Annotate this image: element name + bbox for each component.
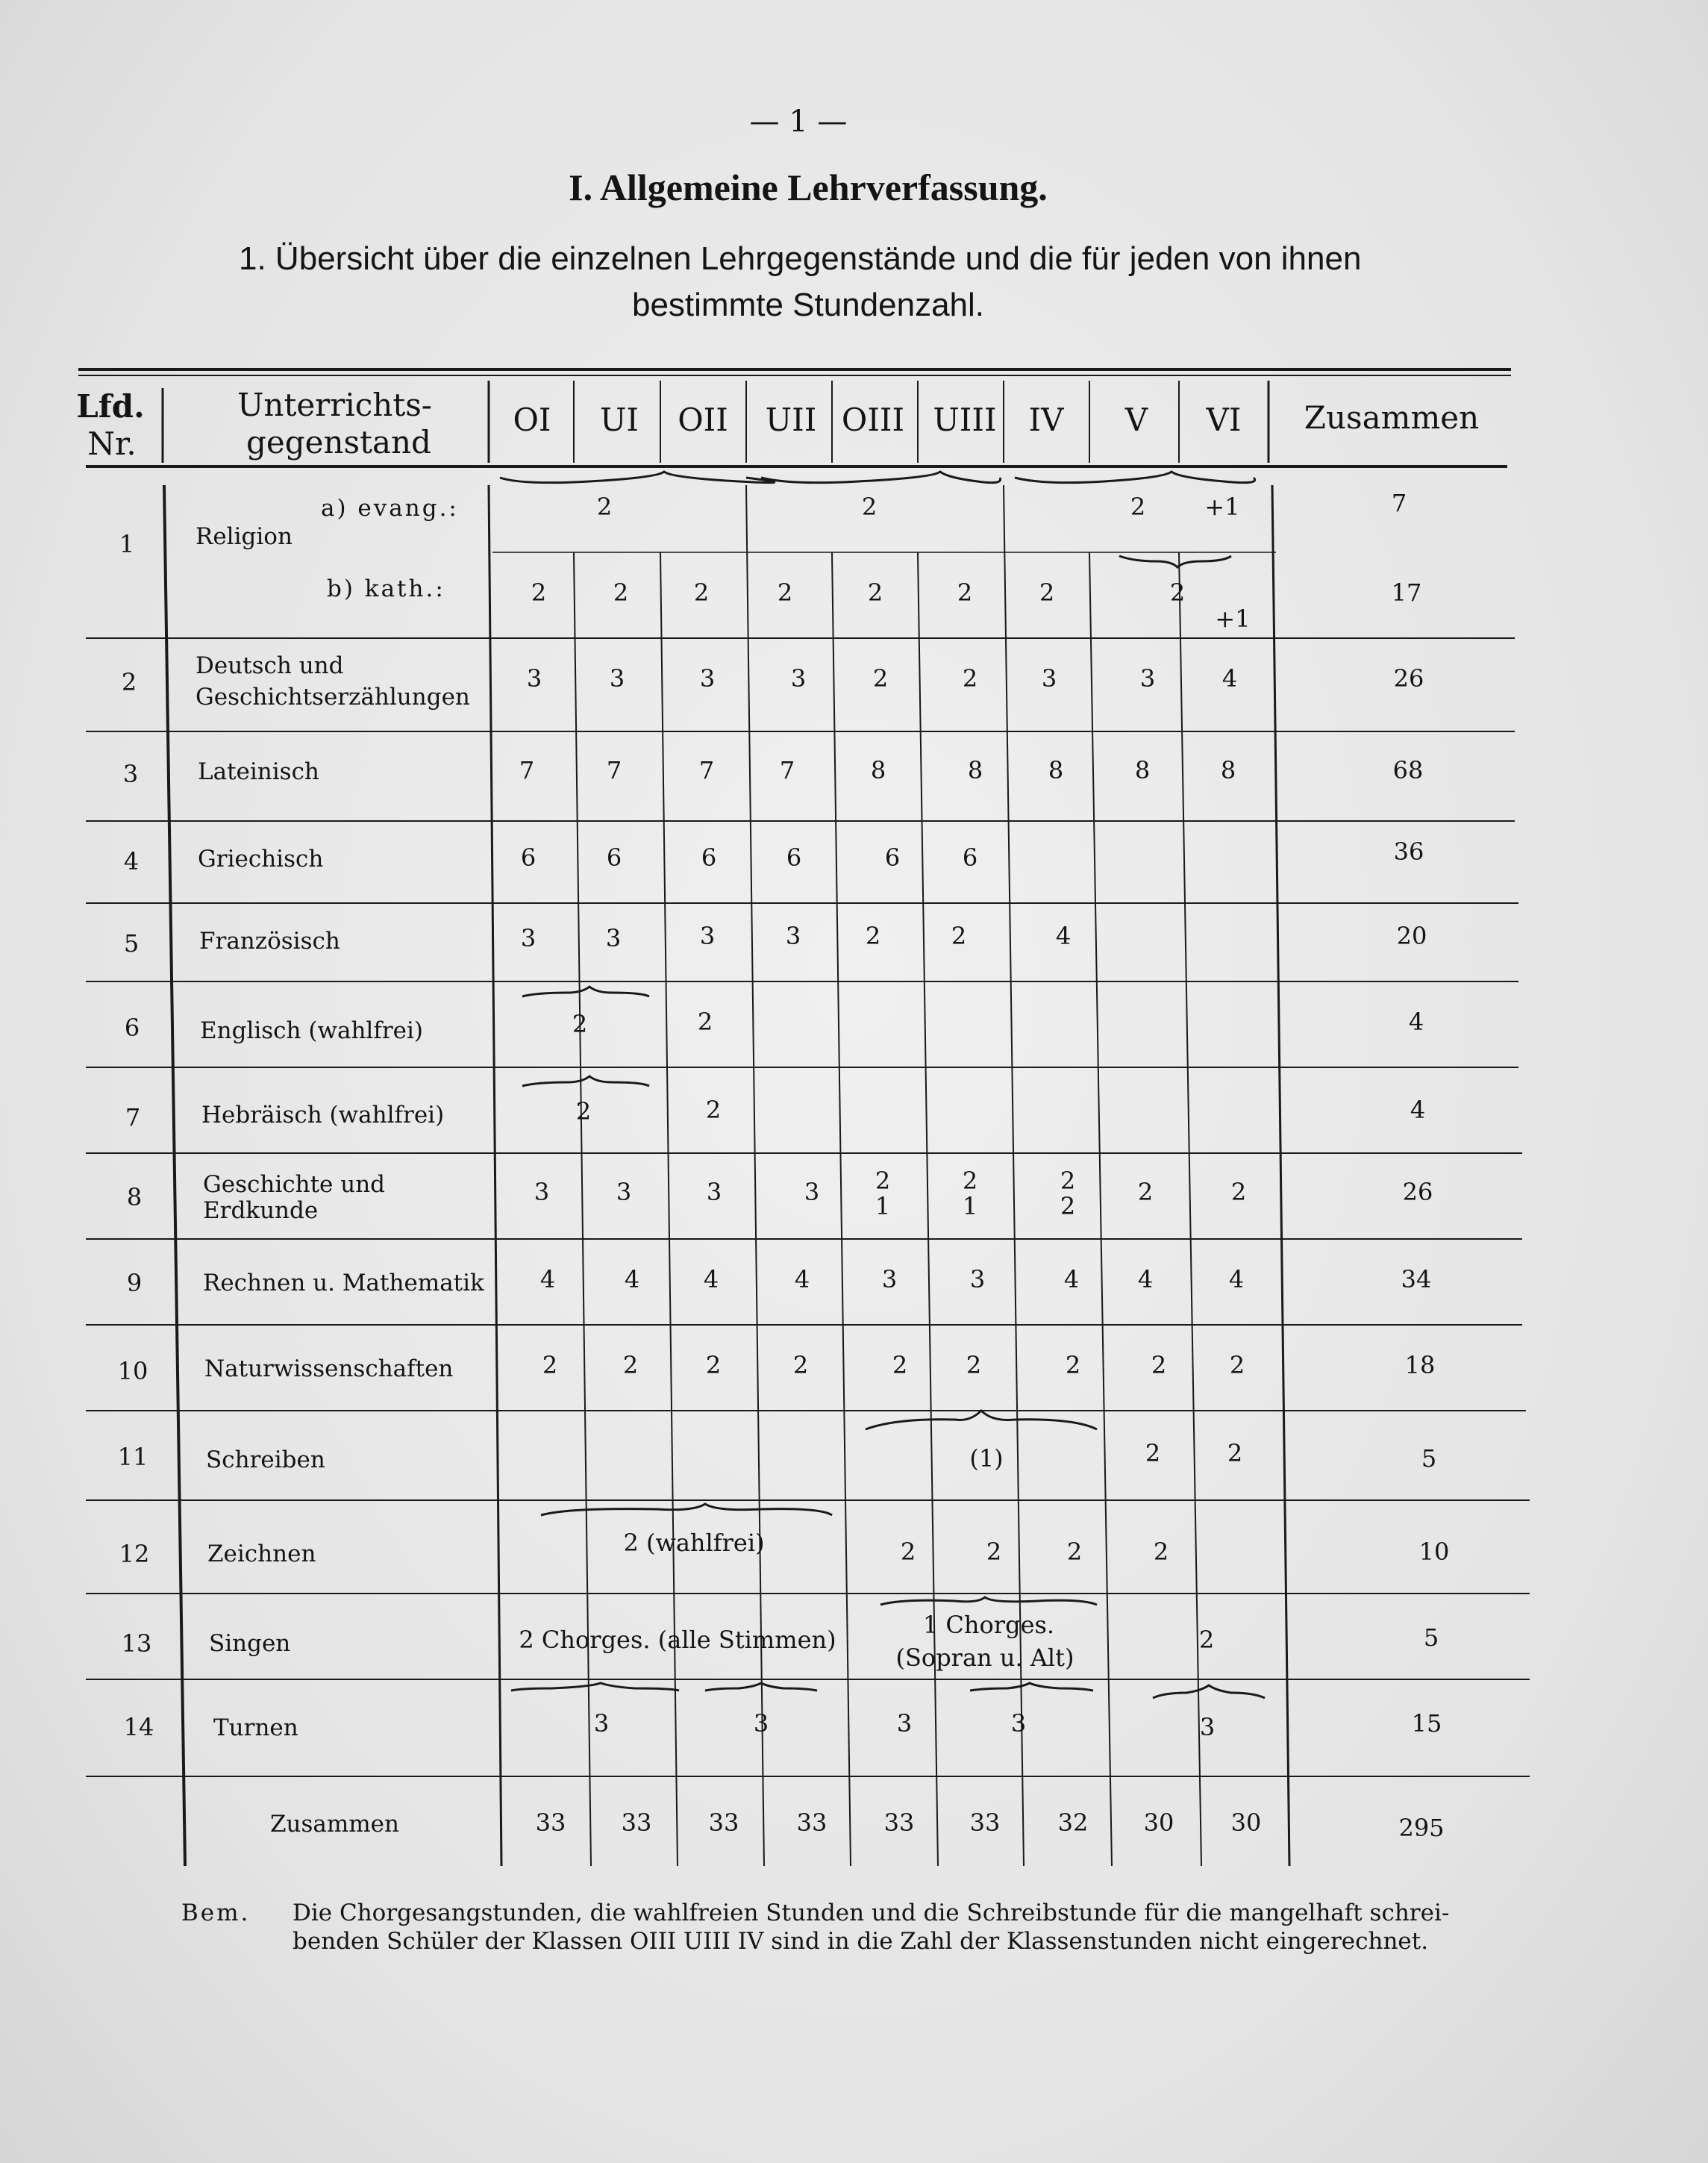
cell-value: 2 xyxy=(1066,1538,1083,1566)
cell-total: 15 xyxy=(1411,1709,1442,1738)
cell-value: 2 Chorges. (alle Stimmen) xyxy=(519,1626,836,1654)
sum-value: 30 xyxy=(1230,1808,1262,1837)
row-subject: Zeichnen xyxy=(207,1541,316,1567)
section-title-line1: 1. Übersicht über die einzelnen Lehrgegenstände und die für jeden von ihnen xyxy=(239,240,1362,277)
cell-value: 3 xyxy=(605,924,622,952)
cell-total: 36 xyxy=(1393,837,1424,866)
row-nr: 3 xyxy=(122,760,139,788)
cell-value: 6 xyxy=(884,843,901,872)
cell-value: 8 xyxy=(1220,756,1236,784)
row-nr: 8 xyxy=(126,1183,143,1211)
row-nr: 12 xyxy=(119,1540,150,1568)
row-subject: Griechisch xyxy=(198,846,324,873)
cell-value: 3 xyxy=(790,664,807,693)
cell-value: 6 xyxy=(701,843,717,872)
cell-total: 34 xyxy=(1401,1265,1432,1293)
cell-value: 3 xyxy=(804,1178,820,1206)
row-nr: 6 xyxy=(124,1014,140,1042)
header-class-oiii: OIII xyxy=(841,402,905,438)
cell-value: 2 xyxy=(1039,578,1055,607)
header-subject-line1: Unterrichts- xyxy=(237,387,432,423)
cell-value: 2 xyxy=(875,1167,891,1195)
cell-value: 1 Chorges. xyxy=(922,1611,1055,1639)
cell-value: 2 xyxy=(966,1351,982,1379)
cell-value: 4 xyxy=(539,1265,556,1293)
cell-value: 3 xyxy=(1199,1713,1216,1741)
header-class-uiii: UIII xyxy=(933,402,997,438)
cell-value: 8 xyxy=(1134,756,1151,784)
cell-value: 2 xyxy=(1198,1626,1215,1654)
cell-value: 4 xyxy=(1055,922,1072,950)
cell-total: 4 xyxy=(1408,1008,1424,1036)
cell-value: 2 xyxy=(596,493,613,521)
cell-value: 2 xyxy=(542,1351,558,1379)
cell-value: 2 xyxy=(693,578,710,607)
cell-value: 2 xyxy=(865,922,881,950)
header-nr-line2: Nr. xyxy=(87,425,137,462)
cell-value: 3 xyxy=(616,1178,632,1206)
cell-value: 3 xyxy=(1010,1709,1027,1738)
cell-value: 4 xyxy=(703,1265,719,1293)
cell-value: +1 xyxy=(1215,605,1251,633)
cell-value: 7 xyxy=(698,756,715,784)
footnote-line2: benden Schüler der Klassen OIII UIII IV sind in die Zahl der Klassenstunden nicht eingerechnet. xyxy=(293,1928,1429,1955)
row-subject-a: a) evang.: xyxy=(321,495,459,522)
cell-value: 2 xyxy=(792,1351,809,1379)
cell-value: 2 xyxy=(1060,1167,1076,1195)
cell-value: 8 xyxy=(967,756,983,784)
cell-value: 3 xyxy=(699,922,716,950)
cell-value: (1) xyxy=(969,1444,1004,1473)
cell-total: 7 xyxy=(1391,489,1407,517)
cell-value: 2 xyxy=(572,1010,588,1038)
cell-value: 1 xyxy=(962,1192,978,1220)
cell-value: 7 xyxy=(606,756,622,784)
row-subject: Schreiben xyxy=(206,1446,325,1473)
row-subject-line1: Geschichte und xyxy=(203,1171,386,1198)
cell-value: 3 xyxy=(881,1265,898,1293)
cell-value: 2 xyxy=(867,578,883,607)
cell-value: 2 xyxy=(777,578,793,607)
sum-value: 33 xyxy=(621,1808,652,1837)
row-nr: 5 xyxy=(123,929,140,958)
cell-value: 3 xyxy=(1041,664,1057,693)
row-subject: Singen xyxy=(209,1630,291,1657)
row-subject: Englisch (wahlfrei) xyxy=(200,1017,423,1044)
sum-value: 30 xyxy=(1143,1808,1174,1837)
cell-value: 4 xyxy=(1063,1265,1080,1293)
row-subject-line1: Deutsch und xyxy=(195,652,344,679)
sum-value: 33 xyxy=(969,1808,1001,1837)
cell-value: 6 xyxy=(520,843,537,872)
header-class-iv: IV xyxy=(1028,402,1064,438)
cell-total: 20 xyxy=(1396,922,1427,950)
cell-value: 6 xyxy=(786,843,802,872)
cell-value: 2 xyxy=(1153,1538,1169,1566)
header-class-vi: VI xyxy=(1206,402,1242,438)
cell-value: 2 xyxy=(697,1008,713,1036)
row-nr: 11 xyxy=(117,1443,148,1471)
row-nr: 7 xyxy=(125,1103,141,1132)
cell-value: 2 xyxy=(1065,1351,1081,1379)
cell-value: 2 xyxy=(900,1538,916,1566)
cell-value: 4 xyxy=(1221,664,1238,693)
row-nr: 2 xyxy=(121,668,137,696)
cell-value: 3 xyxy=(1139,664,1156,693)
cell-value: 7 xyxy=(779,756,795,784)
cell-value: 2 xyxy=(962,664,978,693)
cell-value: 2 xyxy=(575,1097,592,1126)
cell-value: 4 xyxy=(624,1265,640,1293)
cell-value: 3 xyxy=(699,664,716,693)
row-nr: 9 xyxy=(126,1269,143,1297)
section-title-line2: bestimmte Stundenzahl. xyxy=(631,287,985,323)
cell-value: 2 xyxy=(1169,578,1186,607)
cell-total: 17 xyxy=(1391,578,1422,607)
cell-value: 7 xyxy=(519,756,535,784)
row-nr: 4 xyxy=(123,847,140,876)
cell-value: 3 xyxy=(593,1709,610,1738)
cell-value: 2 xyxy=(962,1167,978,1195)
cell-total: 26 xyxy=(1393,664,1424,693)
sum-value: 33 xyxy=(883,1808,915,1837)
header-class-oi: OI xyxy=(513,402,551,438)
cell-value: 2 xyxy=(1130,493,1146,521)
cell-value: 2 xyxy=(531,578,547,607)
cell-value: 1 xyxy=(875,1192,891,1220)
sum-value: 33 xyxy=(708,1808,739,1837)
row-subject: Hebräisch (wahlfrei) xyxy=(201,1102,445,1129)
cell-value: 3 xyxy=(706,1178,722,1206)
cell-value: 3 xyxy=(896,1709,913,1738)
row-subject: Religion xyxy=(195,523,293,550)
cell-value: 2 xyxy=(892,1351,908,1379)
row-subject: Lateinisch xyxy=(198,758,319,785)
cell-value: 8 xyxy=(1048,756,1064,784)
header-class-v: V xyxy=(1124,402,1148,438)
sum-total: 295 xyxy=(1398,1814,1445,1842)
cell-value: 2 xyxy=(957,578,973,607)
cell-total: 26 xyxy=(1402,1178,1433,1206)
page-title: I. Allgemeine Lehrverfassung. xyxy=(569,166,1048,208)
cell-total: 5 xyxy=(1421,1444,1437,1473)
row-subject-b: b) kath.: xyxy=(327,575,445,602)
header-class-ui: UI xyxy=(600,402,639,438)
cell-value: 2 xyxy=(872,664,889,693)
cell-value: 3 xyxy=(534,1178,550,1206)
row-subject: Rechnen u. Mathematik xyxy=(203,1270,484,1296)
cell-value: 2 (wahlfrei) xyxy=(623,1529,765,1557)
cell-total: 68 xyxy=(1392,756,1424,784)
header-nr-line1: Lfd. xyxy=(76,388,145,425)
cell-total: 10 xyxy=(1418,1538,1450,1566)
row-subject: Turnen xyxy=(213,1714,298,1741)
footnote-line1: Die Chorgesangstunden, die wahlfreien Stunden und die Schreibstunde für die mangelhaft schrei- xyxy=(293,1900,1450,1926)
page-number: — 1 — xyxy=(749,104,848,139)
cell-value: 2 xyxy=(705,1351,722,1379)
row-nr: 10 xyxy=(117,1357,148,1385)
cell-value: 4 xyxy=(1137,1265,1154,1293)
cell-value: 2 xyxy=(861,493,878,521)
row-nr: 14 xyxy=(123,1713,154,1741)
cell-total: 5 xyxy=(1423,1623,1439,1652)
cell-value: 2 xyxy=(613,578,629,607)
header-class-uii: UII xyxy=(765,402,817,438)
row-nr: 1 xyxy=(119,530,135,558)
sum-label: Zusammen xyxy=(270,1811,399,1838)
cell-value: 2 xyxy=(1137,1178,1154,1206)
sum-value: 33 xyxy=(535,1808,566,1837)
header-total: Zusammen xyxy=(1304,399,1480,436)
sum-value: 32 xyxy=(1057,1808,1089,1837)
cell-value: 2 xyxy=(1060,1192,1076,1220)
row-subject-line2: Erdkunde xyxy=(203,1197,319,1224)
header-subject-line2: gegenstand xyxy=(246,424,431,461)
cell-value: 2 xyxy=(705,1096,722,1124)
cell-value: 3 xyxy=(785,922,801,950)
cell-value: 2 xyxy=(1145,1439,1161,1467)
cell-value: 6 xyxy=(606,843,622,872)
row-subject: Naturwissenschaften xyxy=(204,1355,454,1382)
sum-value: 33 xyxy=(796,1808,828,1837)
cell-value: 2 xyxy=(622,1351,639,1379)
cell-total: 18 xyxy=(1404,1351,1436,1379)
cell-value: 2 xyxy=(1229,1351,1245,1379)
cell-value: 3 xyxy=(526,664,542,693)
cell-value: (Sopran u. Alt) xyxy=(895,1644,1074,1672)
cell-value: 3 xyxy=(609,664,625,693)
cell-value: 6 xyxy=(962,843,978,872)
cell-value: 3 xyxy=(969,1265,986,1293)
row-nr: 13 xyxy=(121,1629,152,1658)
cell-value: 4 xyxy=(1228,1265,1245,1293)
footnote-label: Bem. xyxy=(181,1900,251,1926)
cell-value: 2 xyxy=(1230,1178,1247,1206)
header-class-oii: OII xyxy=(678,402,728,438)
row-subject-line2: Geschichtserzählungen xyxy=(195,684,470,711)
cell-total: 4 xyxy=(1410,1096,1426,1124)
cell-value: 2 xyxy=(951,922,967,950)
cell-value: 3 xyxy=(520,924,537,952)
cell-value: 4 xyxy=(794,1265,810,1293)
cell-value: 2 xyxy=(986,1538,1002,1566)
cell-value: 2 xyxy=(1227,1439,1243,1467)
cell-value: +1 xyxy=(1204,493,1240,521)
cell-value: 2 xyxy=(1151,1351,1167,1379)
row-subject: Französisch xyxy=(199,928,340,955)
cell-value: 8 xyxy=(870,756,886,784)
cell-value: 3 xyxy=(753,1709,769,1738)
